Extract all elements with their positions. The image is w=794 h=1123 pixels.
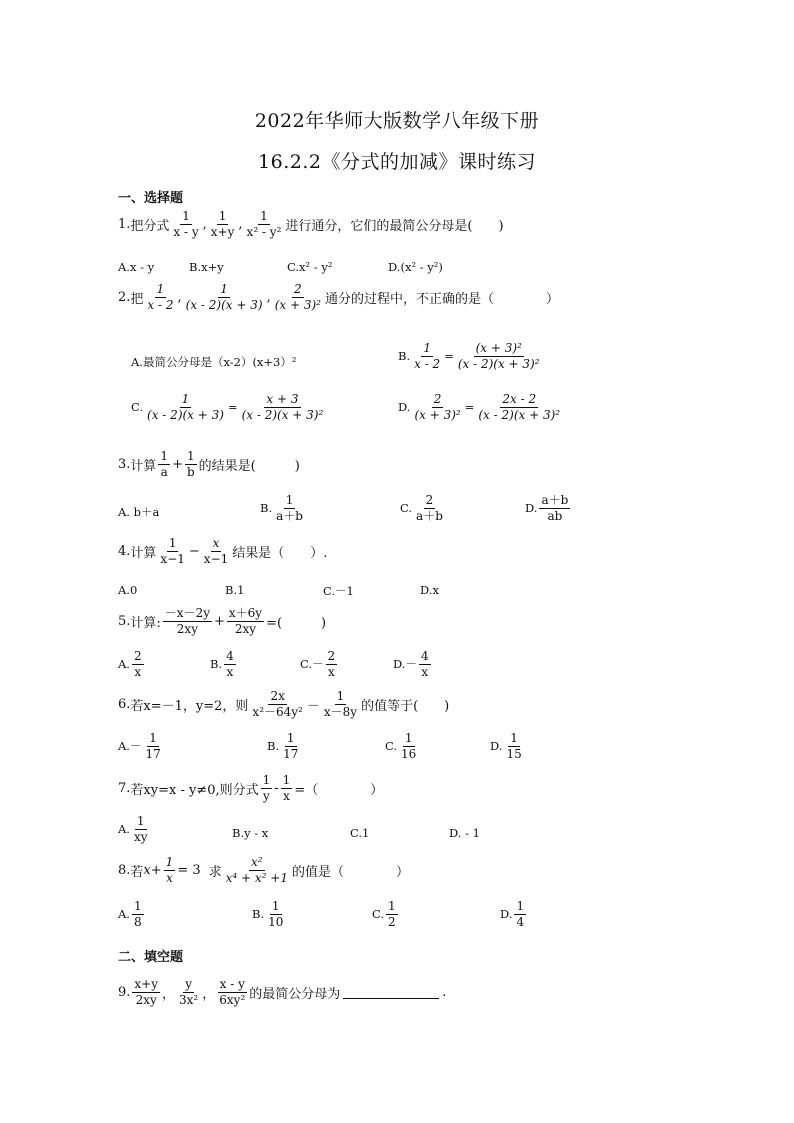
q7-option-b: B.y - x xyxy=(232,826,269,840)
question-1: 1. 把分式 $\frac{1}{x - y}$ , $\frac{1}{x+y}$ , $\frac{1}{\text{x² - y²}}$ 进行通分，它们的最简公分母是( ) xyxy=(118,209,504,239)
q2-fraction-3: $\frac{2}{\text{(x + 3)²}}$ xyxy=(274,282,321,312)
question-8: 8. 若 x + $\frac{1}{x}$ = 3 求 $\frac{\text{x²}}{\text{x⁴ + x² +1}}$ 的值是（ ） xyxy=(118,855,409,885)
q2-option-c: C. $\frac{1}{(x - 2)(x + 3)}$ = $\frac{x + 3}{\text{(x - 2)(x + 3)²}}$ xyxy=(131,392,324,422)
question-4: 4. 计算 $\frac{1}{x-1}$ − $\frac{x}{x-1}$ 结果是（ ）. xyxy=(118,536,328,566)
q2-fraction-1: $\frac{1}{x - 2}$ xyxy=(147,282,174,312)
q1-option-b: B.x+y xyxy=(189,260,224,274)
q5-option-b: B. $\frac{4}{x}$ xyxy=(210,649,234,679)
q8-fraction-2: $\frac{\text{x²}}{\text{x⁴ + x² +1}}$ xyxy=(225,855,288,885)
q3-option-d: D. $\frac{a+b}{ab}$ xyxy=(525,493,569,523)
section-choice: 一、选择题 xyxy=(118,191,184,206)
q1-suffix: 进行通分，它们的最简公分母是( ) xyxy=(285,218,504,234)
q5-suffix: =( ) xyxy=(266,615,327,631)
q2-option-a: A.最简公分母是（x-2）(x+3）² xyxy=(131,355,297,369)
q8-prefix: 若 xyxy=(130,864,144,880)
q7-option-a: A. $\frac{1}{xy}$ xyxy=(118,814,148,844)
q1-num: 1. xyxy=(118,216,131,232)
q1-option-a: A.x - y xyxy=(118,260,155,274)
question-5: 5. 计算: $\frac{-x-2y}{2xy}$ + $\frac{x+6y}{2xy}$ =( ) xyxy=(118,606,327,636)
q7-option-d: D. - 1 xyxy=(449,826,480,840)
q8-option-b: B. $\frac{1}{10}$ xyxy=(252,899,284,929)
q3-option-c: C. $\frac{2}{a+b}$ xyxy=(400,493,443,523)
q8-option-c: C. $\frac{1}{2}$ xyxy=(372,899,396,929)
question-3: 3. 计算 $\frac{1}{a}$ + $\frac{1}{b}$ 的结果是( ) xyxy=(118,449,300,479)
q1-fraction-1: $\frac{1}{x - y}$ xyxy=(173,209,199,239)
q5-option-a: A. $\frac{2}{x}$ xyxy=(118,649,142,679)
q4-prefix: 计算 xyxy=(130,545,157,561)
q9-answer-blank[interactable] xyxy=(343,986,439,999)
q4-fraction-2: $\frac{x}{x-1}$ xyxy=(203,536,229,566)
q5-fraction-1: $\frac{-x-2y}{2xy}$ xyxy=(164,606,210,636)
q1-option-c: C.x² - y² xyxy=(287,260,333,274)
q6-fraction-1: $\frac{2x}{\text{x²－64y²}}$ xyxy=(252,689,303,719)
q4-num: 4. xyxy=(118,543,131,559)
q6-num: 6. xyxy=(118,696,131,712)
q9-suffix: 的最简公分母为 xyxy=(249,986,341,1002)
q1-option-d: D.(x² - y²) xyxy=(388,260,443,274)
title-line-1: 2022年华师大版数学八年级下册 xyxy=(254,110,540,132)
q6-option-a: A. － $\frac{1}{17}$ xyxy=(118,731,161,761)
q5-option-c: C. － $\frac{2}{x}$ xyxy=(300,649,336,679)
q2-suffix: 通分的过程中，不正确的是（ ） xyxy=(324,291,559,307)
q4-option-c: C.－1 xyxy=(323,584,354,598)
q9-num: 9. xyxy=(118,984,131,1000)
q4-fraction-1: $\frac{1}{x-1}$ xyxy=(160,536,185,566)
q1-fraction-3: $\frac{1}{\text{x² - y²}}$ xyxy=(246,209,282,239)
q2-prefix: 把 xyxy=(130,291,144,307)
q7-prefix: 若xy=x - y≠0,则分式 xyxy=(130,782,259,798)
q3-option-b: B. $\frac{1}{a+b}$ xyxy=(260,493,303,523)
q3-num: 3. xyxy=(118,456,131,472)
q5-num: 5. xyxy=(118,613,131,629)
q5-prefix: 计算: xyxy=(130,615,161,631)
q7-num: 7. xyxy=(118,780,131,796)
q2-option-b: B. $\frac{1}{x - 2}$ = $\frac{\text{(x + 3)²}}{\text{(x - 2)(x + 3)²}}$ xyxy=(398,341,540,371)
question-6: 6. 若x=－1，y=2，则 $\frac{2x}{\text{x²－64y²}}$ － $\frac{1}{x-8y}$ 的值等于( ) xyxy=(118,689,450,719)
q1-prefix: 把分式 xyxy=(130,218,170,234)
q7-suffix: =（ ） xyxy=(294,782,384,798)
q5-fraction-2: $\frac{x+6y}{2xy}$ xyxy=(228,606,263,636)
q4-option-d: D.x xyxy=(420,583,439,597)
q9-fraction-2: $\frac{y}{\text{3x²}}$ xyxy=(179,977,199,1007)
q8-suffix: 的值是（ ） xyxy=(291,864,409,880)
q8-num: 8. xyxy=(118,862,131,878)
q7-fraction-1: $\frac{1}{y}$ xyxy=(262,773,271,803)
q2-fraction-2: $\frac{1}{(x - 2)(x + 3)}$ xyxy=(185,282,263,312)
q2-option-d: D. $\frac{2}{\text{(x + 3)²}}$ = $\frac{2x - 2}{\text{(x - 2)(x + 3)²}}$ xyxy=(398,392,561,422)
q6-prefix: 若x=－1，y=2，则 xyxy=(130,698,249,714)
q4-option-b: B.1 xyxy=(225,583,245,597)
q9-fraction-3: $\frac{x - y}{\text{6xy²}}$ xyxy=(219,977,246,1007)
q6-option-d: D. $\frac{1}{15}$ xyxy=(490,731,522,761)
q1-fraction-2: $\frac{1}{x+y}$ xyxy=(210,209,235,239)
q2-num: 2. xyxy=(118,289,131,305)
q4-option-a: A.0 xyxy=(118,583,138,597)
title-line-2: 16.2.2《分式的加减》课时练习 xyxy=(258,151,536,173)
q3-fraction-1: $\frac{1}{a}$ xyxy=(160,449,169,479)
q6-fraction-2: $\frac{1}{x-8y}$ xyxy=(323,689,358,719)
q3-prefix: 计算 xyxy=(130,458,157,474)
q6-option-c: C. $\frac{1}{16}$ xyxy=(385,731,417,761)
q9-fraction-1: $\frac{x+y}{2xy}$ xyxy=(134,977,159,1007)
q7-option-c: C.1 xyxy=(350,826,370,840)
q6-suffix: 的值等于( ) xyxy=(361,698,450,714)
section-fill: 二、填空题 xyxy=(118,950,184,965)
question-9: 9. $\frac{x+y}{2xy}$ ， $\frac{y}{\text{3x²}}$ ， $\frac{x - y}{\text{6xy²}}$ 的最简公分母为 . xyxy=(118,977,447,1007)
q8-fraction-1: $\frac{1}{x}$ xyxy=(165,855,174,885)
q7-fraction-2: $\frac{1}{x}$ xyxy=(282,773,291,803)
question-2: 2. 把 $\frac{1}{x - 2}$ , $\frac{1}{(x - 2)(x + 3)}$ , $\frac{2}{\text{(x + 3)²}}$ 通分的过程中，不正确的是（ ） xyxy=(118,282,559,312)
q6-option-b: B. $\frac{1}{17}$ xyxy=(267,731,299,761)
q8-option-a: A. $\frac{1}{8}$ xyxy=(118,899,142,929)
q3-fraction-2: $\frac{1}{b}$ xyxy=(186,449,195,479)
q4-suffix: 结果是（ ）. xyxy=(232,545,328,561)
question-7: 7. 若xy=x - y≠0,则分式 $\frac{1}{y}$ - $\frac{1}{x}$ =（ ） xyxy=(118,773,384,803)
q3-option-a: A. b＋a xyxy=(118,505,160,519)
q3-suffix: 的结果是( ) xyxy=(198,458,300,474)
q5-option-d: D. － $\frac{4}{x}$ xyxy=(393,649,429,679)
q8-option-d: D. $\frac{1}{4}$ xyxy=(500,899,525,929)
